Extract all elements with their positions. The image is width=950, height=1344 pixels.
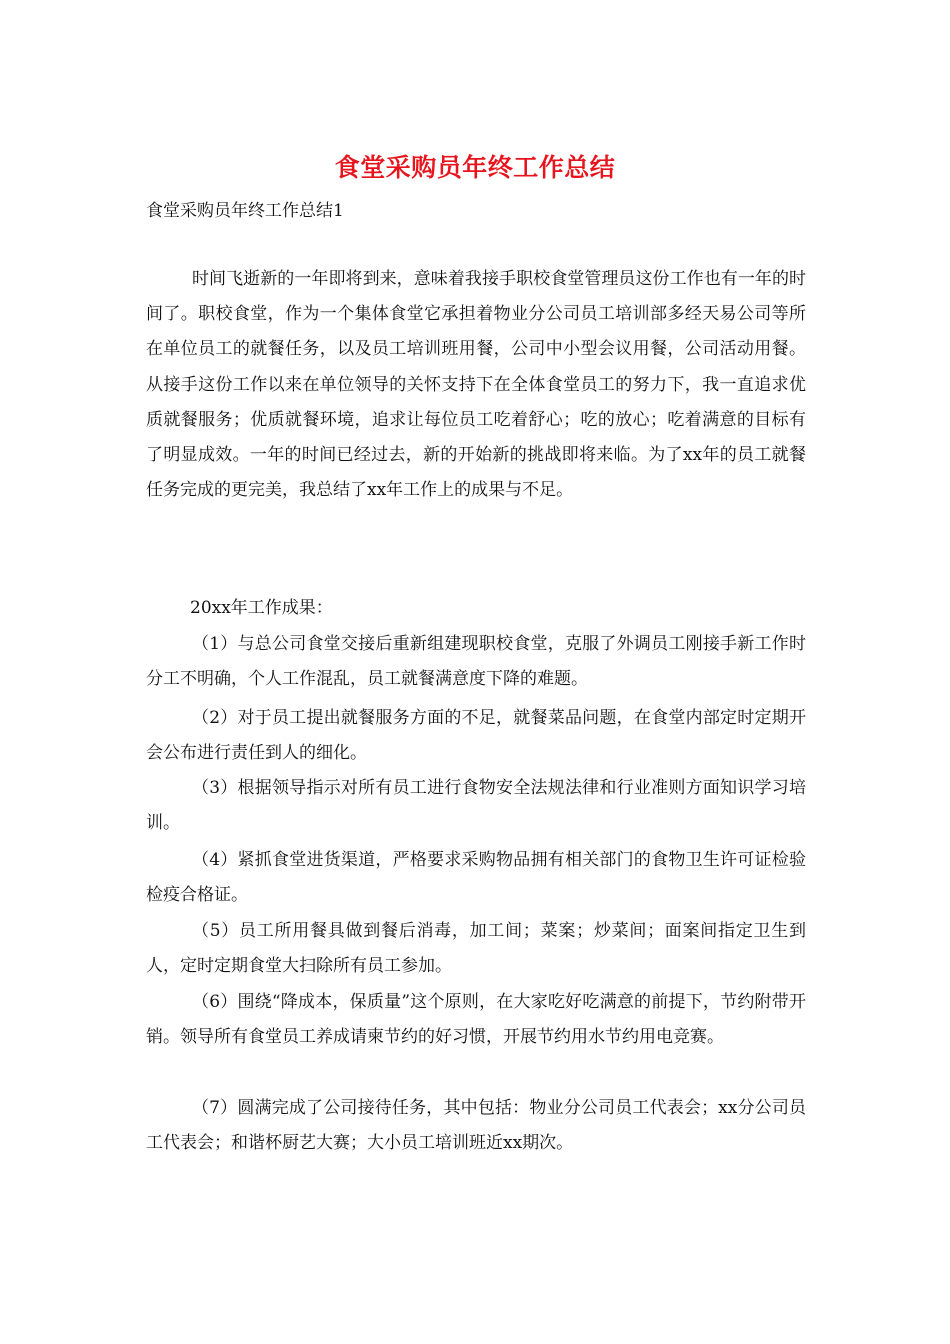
achievement-item-1: （1）与总公司食堂交接后重新组建现职校食堂，克服了外调员工刚接手新工作时分工不明确，个人工作混乱，员工就餐满意度下降的难题。	[146, 634, 806, 690]
achievements-heading: 20xx年工作成果：	[190, 598, 333, 618]
achievement-item-7: （7）圆满完成了公司接待任务，其中包括：物业分公司员工代表会；xx分公司员工代表会；和谐杯厨艺大赛；大小员工培训班近xx期次。	[146, 1098, 806, 1154]
achievement-item-3: （3）根据领导指示对所有员工进行食物安全法规法律和行业准则方面知识学习培训。	[146, 778, 806, 834]
intro-paragraph: 时间飞逝新的一年即将到来，意味着我接手职校食堂管理员这份工作也有一年的时间了。职校食堂，作为一个集体食堂它承担着物业分公司员工培训部多经天易公司等所在单位员工的就餐任务，以及员工培训班用餐，公司中小型会议用餐，公司活动用餐。从接手这份工作以来在单位领导的关怀支持下在全体食堂员工的努力下，我一直追求优质就餐服务；优质就餐环境，追求让每位员工吃着舒心；吃的放心；吃着满意的目标有了明显成效。一年的时间已经过去，新的开始新的挑战即将来临。为了xx年的员工就餐任务完成的更完美，我总结了xx年工作上的成果与不足。	[146, 269, 806, 501]
achievement-item-6: （6）围绕“降成本，保质量”这个原则，在大家吃好吃满意的前提下，节约附带开销。领导所有食堂员工养成请柬节约的好习惯，开展节约用水节约用电竞赛。	[146, 992, 806, 1048]
achievement-item-2: （2）对于员工提出就餐服务方面的不足，就餐菜品问题，在食堂内部定时定期开会公布进行责任到人的细化。	[146, 708, 806, 764]
document-title: 食堂采购员年终工作总结	[334, 153, 616, 182]
achievement-item-4: （4）紧抓食堂进货渠道，严格要求采购物品拥有相关部门的食物卫生许可证检验检疫合格证。	[146, 850, 806, 906]
achievement-item-5: （5）员工所用餐具做到餐后消毒，加工间；菜案；炒菜间；面案间指定卫生到人，定时定期食堂大扫除所有员工参加。	[146, 921, 806, 977]
document-subtitle: 食堂采购员年终工作总结1	[146, 201, 344, 221]
